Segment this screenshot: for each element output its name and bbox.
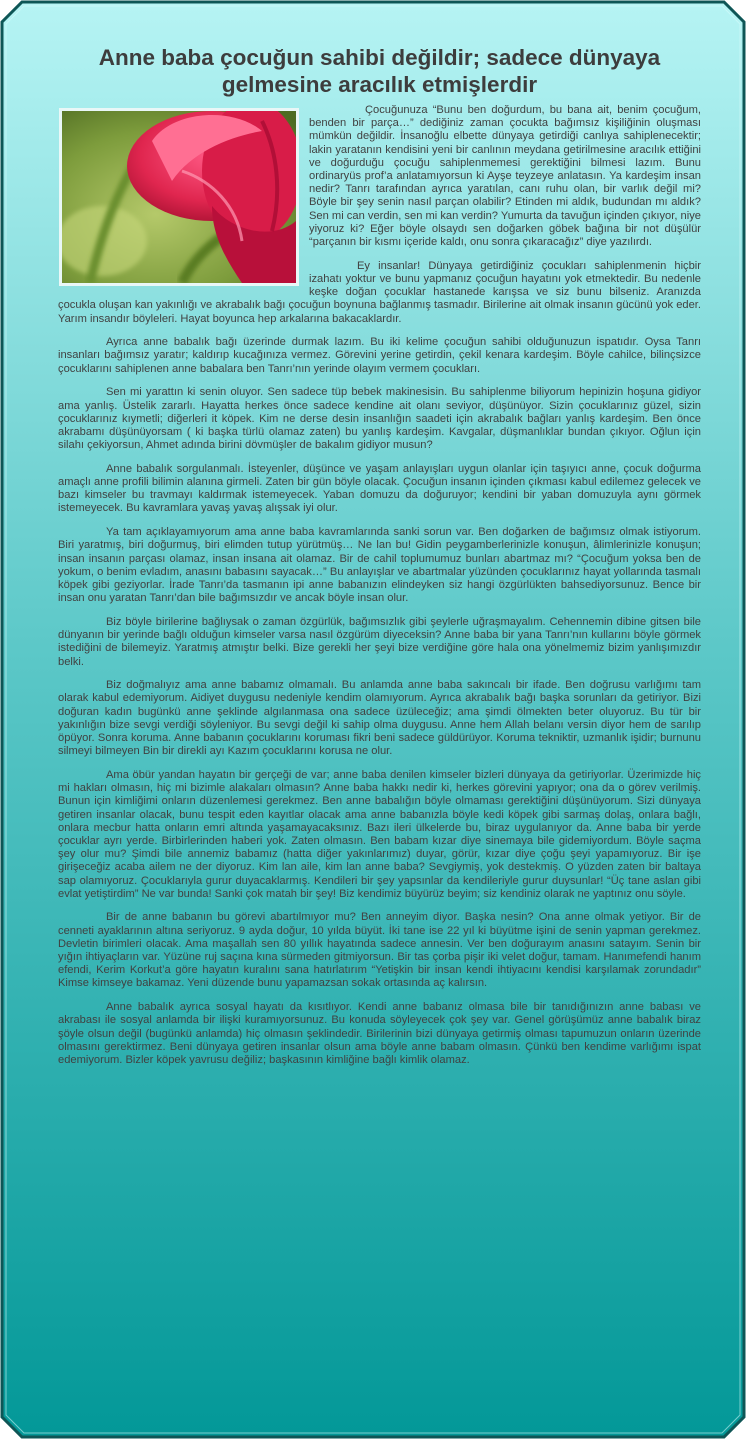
- paragraph: Çocuğunuza “Bunu ben doğurdum, bu bana ait, benim çocuğum, benden bir parça…” dediğiniz zaman çocukta bağımsız kişiliğinin oluşması mümkün değildir. İnsanoğlu elbette dünyaya getirdiği canlıya sahiplenecektir; lakin yaratanın kendisini yeni bir canlının meydana getirilmesine aracılık ettiğini ve doğurduğu çocuğu sahiplenmemesi gerektiğini bilmesi lazım. Bunu ordinaryüs prof’a anlatamıyorsun ki Ayşe teyzeye anlatasın. Ya kardeşim insan nedir? Tanrı tarafından ayrıca yaratılan, canı ruhu olan, bir varlık değil mi? Böyle bir şey senin nasıl parçan olabilir? Etinden mi aldık, budundan mı aldık? Sen mi can verdin, sen mi kan verdin? Yumurta da tavuğun içinden çıkıyor, niye yiyoruz ki? Eğer böyle olsaydı sen doğarken göbek bağına bir not düşülür “parçanın bir kısmı içeride kaldı, onu sonra çıkaracağız” diye yazılırdı.: [309, 104, 701, 249]
- paragraph: Ayrıca anne babalık bağı üzerinde durmak lazım. Bu iki kelime çocuğun sahibi olduğunuzun ispatıdır. Oysa Tanrı insanları bağımsız yaratır; kaldırıp kucağınıza vermez. Görevini yerine getirdin, çekil kenara kardeşim. Böyle cahilce, bilinçsizce çocuklarını sahiplenen anne babalara ben Tanrı’nın yerinde olayım vermem çocukları.: [58, 336, 701, 375]
- paragraph: Biz doğmalıyız ama anne babamız olmamalı. Bu anlamda anne baba sakıncalı bir ifade. Ben doğrusu varlığımı tam olarak kabul edemiyorum. Aidiyet duygusu nedeniyle kendim olamıyorum. Ayrıca akrabalık bağı başka sorunları da getiriyor. Bizi doğuran kadın bugünkü anne şeklinde algılanmasa ona sadece üzüleceğiz; ama şimdi ölmekten beter oluyoruz. Bu tür bir yakınlığın bize sevgi verdiği söyleniyor. Bu sevgi değil ki sahip olma duygusu. Anne hem Allah belanı versin diyor hem de sarılıp öpüyor. Sonra koruma. Anne babanın çocuklarını koruması fikri beni sadece güldürüyor. Koruma tekniktir, uzmanlık işidir; burnunu silmeyi bilmeyen Bin bir direkli ayı Kazım çocuklarını korusa ne olur.: [58, 679, 701, 758]
- paragraph: Ya tam açıklayamıyorum ama anne baba kavramlarında sanki sorun var. Ben doğarken de bağımsız olmak istiyorum. Biri yaratmış, biri doğurmuş, biri elimden tutup yürütmüş… Ne lan bu! Gidin peygamberlerinizle konuşun, âlimlerinizle konuşun; insan insanın parçası olamaz, insan insana ait olamaz. Bir de cahil toplumumuz bunları abartmaz mı? “Çocuğum yoksa ben de yokum, o benim evladım, anasını babasını sayacak…” Bu anlayışlar ve abartmalar yüzünden çocuklarınız hayat yollarında tasmalı köpek gibi geziyorlar. İrade Tanrı’da tasmanın ipi anne babanızın elindeyken siz hangi özgürlükten bahsediyorsunuz. Bence bir insan onu yaratan Tanrı’dan bile bağımsızdır ve ancak böyle insan olur.: [58, 526, 701, 605]
- rose-photo-icon: [59, 108, 299, 286]
- paragraph: Ey insanlar! Dünyaya getirdiğiniz çocukları sahiplenmenin hiçbir izahatı yoktur ve bunu yapmanız çocuğun hayatını yok etmektedir. Bu nedenle keşke doğan çocuklar hastanede karışsa ve siz bunu bilseniz. Aranızda çocukla oluşan kan yakınlığı ve akrabalık bağı çocuğun boynuna bağlanmış tasmadır. Birilerine ait olmak insanın gücünü yok eder. Yarım insandır böyleleri. Hayat boyunca hep arkalarına bakacaklardır.: [58, 259, 701, 325]
- paragraph: Bir de anne babanın bu görevi abartılmıyor mu? Ben anneyim diyor. Başka nesin? Ona anne olmak yetiyor. Bir de cenneti ayaklarının altına seriyoruz. 9 ayda doğur, 10 yılda büyüt. İki tane ise 22 yıl ki büyütme işini de senin yapman gerekmez. Devletin birimleri olacak. Ama maşallah sen 80 yıllık hayatında sadece annesin. Ver ben doğurayım anasını satayım. Senin bir yığın ihtiyaçların var. Yüzüne ruj saçına kına sürmeden gitmiyorsun. Bir tas çorba pişir iki velet doğur, tamam. Hanımefendi hanım efendi, Kerim Korkut’a göre hayatın kuralını sana hatırlatırım “Yetişkin bir insan kendi ihtiyacını kendisi karşılamak zorundadır” Kimse kimseye bakamaz. Yeni düzende bunu yapamazsan sokak ortasında aç kalırsın.: [58, 911, 701, 990]
- paragraph: Anne babalık sorgulanmalı. İsteyenler, düşünce ve yaşam anlayışları uygun olanlar için taşıyıcı anne, çocuk doğurma amaçlı anne profili bilimin alanına girmeli. Zaten bir gün böyle olacak. Çocuğun insanın içinden çıkması kabul edilemez gelecek ve bazı kimseler bu travmayı kaldırmak istemeyecek. Yaban domuzu da doğuruyor; kendini bir yaban domuzuyla aynı görmek istemeyecek. Bu kavramlara yavaş yavaş alışsak iyi olur.: [58, 462, 701, 515]
- article-content: [58, 44, 701, 1078]
- article-title: Anne baba çocuğun sahibi değildir; sadece dünyaya gelmesine aracılık etmişlerdir: [98, 45, 661, 97]
- paragraph: Biz böyle birilerine bağlıysak o zaman özgürlük, bağımsızlık gibi şeylerle uğraşmayalım. Cehennemin dibine gitsen bile dünyanın bir yerinde bağlı olduğun kimseler varsa nasıl özgürüm diyeceksin? Anne baba bir yana Tanrı’nın kullarını böyle görmek istediğini de bilemeyiz. Yaratmış atmıştır belki. Bize gerekli her şeyi bize verdiğine göre hala ona yönelmemiz bizim yanlışımızdır belki.: [58, 615, 701, 668]
- paragraph: Sen mi yarattın ki senin oluyor. Sen sadece tüp bebek makinesisin. Bu sahiplenme biliyorum hepinizin hoşuna gidiyor ama yanlış. Üstelik zararlı. Hayatta herkes önce sadece kendine ait olanı seviyor, düşünüyor. Sizin çocuklarınız güzel, sizin çocuklarınız kıymetli; diğerleri it köpek. Kim ne derse desin insanlığın saadeti için akrabalık bağları yanlış kardeşim. Ben önce akrabamı düşünüyorsam ( ki başka türlü olamaz zaten) bu yanlış kardeşim. Kavgalar, düşmanlıklar bundan çıkıyor. Oğlun için silahı çekiyorsun, Ahmet adında birini dövmüşler de bakalım gidiyor musun?: [58, 386, 701, 452]
- paragraph: Anne babalık ayrıca sosyal hayatı da kısıtlıyor. Kendi anne babanız olmasa bile bir tanıdığınızın anne babası ve akrabası ile sosyal anlamda bir ilişki kuramıyorsunuz. Bu konuda söyleyecek çok şey var. Genel görüşümüz anne babalık biraz şöyle olsun değil (bugünkü anlamda) hiç olmasın şeklindedir. Birilerinin bizi dünyaya getirmiş olması tapumuzun onların üzerinde olmasını gerektirmez. Beni dünyaya getiren insanlar olsun ama böyle anne babam olmasın. Çünkü ben kendime varlığımı ispat edemiyorum. Bizler köpek yavrusu değiliz; başkasının kimliğine bağlı kimlik olamaz.: [58, 1001, 701, 1066]
- paragraph: Ama öbür yandan hayatın bir gerçeği de var; anne baba denilen kimseler bizleri dünyaya da getiriyorlar. Üzerimizde hiç mi hakları olmasın, hiç mi bizimle alakaları olmasın? Anne baba hakkı nedir ki, herkes görevini yapıyor; ona da o görev verilmiş. Bunun için kimliğimi onların düzenlemesi gerekmez. Ben anne babalığın böyle olmaması gerektiğini düşünüyorum. Sizi dünyaya getiren insanlar olacak, bunu tespit eden kayıtlar olacak ama anne babanızla böyle kedi köpek gibi sarmaş dolaş, onlara bağlı, onlara mecbur hatta onların emri altında yaşamayacaksınız. Bazı ileri ülkelerde bu, biraz uygulanıyor da. Anne baba bir yerde çocuklar ayrı yerde. Birbirlerinden haberi yok. Zaten olmasın. Ben babam kızar diye sinemaya bile gidemiyordum. Böyle saçma şey olur mu? Şimdi bile annemiz babamız (hatta diğer yakınlarımız) duyar, görür, kızar diye çoğu şeyi yapamıyoruz. Bir işe girişeceğiz acaba ailem ne der diyoruz. Kim lan aile, kim lan anne baba? Sevgiymiş, yok destekmiş. O yüzden zaten bir baltaya sap olamıyoruz. Çocuklarıyla gurur duyacaklarmış. Kendileri bir şey yapsınlar da kendileriyle gurur duysunlar! “Üç tane aslan gibi evlat yetiştirdim” Ne var bunda! Sanki çok matah bir şey! Biz kendimiz büyürüz beyim; siz kendiniz olarak ne yaptınız onu söyle.: [58, 768, 701, 900]
